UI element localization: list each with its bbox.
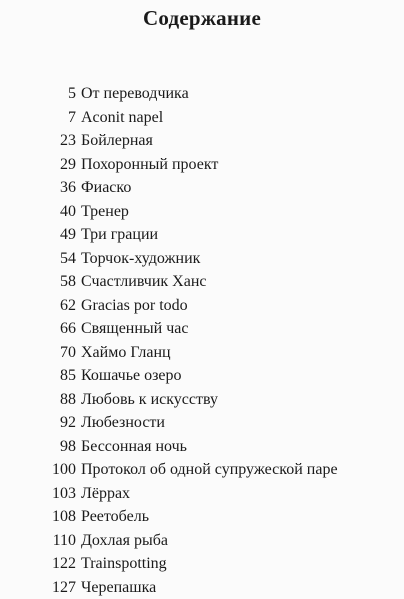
toc-entry-title: Кошачье озеро	[81, 364, 182, 388]
toc-entry	[0, 505, 404, 529]
toc-entry	[0, 223, 404, 247]
toc-entry	[0, 411, 404, 435]
toc-entry-title: Протокол об одной супружеской паре	[81, 458, 338, 482]
toc-page-number: 5	[68, 82, 76, 106]
toc-entry	[0, 364, 404, 388]
toc-entry	[0, 388, 404, 412]
toc-entry	[0, 247, 404, 271]
toc-entry	[0, 576, 404, 599]
toc-entry-title: Реетобель	[81, 505, 149, 529]
toc-entry	[0, 200, 404, 224]
toc-entry	[0, 294, 404, 318]
toc-page-number: 36	[60, 176, 76, 200]
toc-page-number: 103	[52, 482, 76, 506]
toc-entry-title: Любезности	[81, 411, 165, 435]
page-title: Содержание	[0, 6, 404, 31]
toc-entry-title: Похоронный проект	[81, 153, 218, 177]
toc-entry-title: Три грации	[81, 223, 158, 247]
toc-entry	[0, 458, 404, 482]
toc-entry-title: Aconit napel	[81, 106, 163, 130]
toc-entry-title: Trainspotting	[81, 552, 167, 576]
toc-entry-title: Бойлерная	[81, 129, 153, 153]
toc-entry-title: Черепашка	[81, 576, 156, 599]
toc-page-number: 29	[60, 153, 76, 177]
toc-entry-title: Дохлая рыба	[81, 529, 168, 553]
toc-page-number: 7	[68, 106, 76, 130]
toc-entry	[0, 341, 404, 365]
toc-entry-title: Счастливчик Ханс	[81, 270, 207, 294]
toc-entry-title: Бессонная ночь	[81, 435, 187, 459]
toc-page-number: 108	[52, 505, 76, 529]
toc-entry	[0, 435, 404, 459]
toc-page-number: 110	[53, 529, 76, 553]
toc-page-number: 58	[60, 270, 76, 294]
toc-page-number: 98	[60, 435, 76, 459]
toc-page-number: 66	[60, 317, 76, 341]
table-of-contents	[0, 82, 404, 599]
toc-entry-title: Хаймо Гланц	[81, 341, 171, 365]
toc-entry	[0, 153, 404, 177]
toc-entry	[0, 552, 404, 576]
toc-entry	[0, 176, 404, 200]
toc-entry	[0, 482, 404, 506]
toc-entry-title: Фиаско	[81, 176, 131, 200]
toc-page-number: 85	[60, 364, 76, 388]
toc-entry	[0, 129, 404, 153]
toc-page-number: 100	[52, 458, 76, 482]
toc-page-number: 88	[60, 388, 76, 412]
toc-page-number: 92	[60, 411, 76, 435]
toc-entry-title: Gracias por todo	[81, 294, 188, 318]
toc-page-number: 40	[60, 200, 76, 224]
toc-page-number: 70	[60, 341, 76, 365]
toc-entry	[0, 317, 404, 341]
toc-entry	[0, 106, 404, 130]
toc-page-number: 23	[60, 129, 76, 153]
toc-entry-title: Любовь к искусству	[81, 388, 218, 412]
toc-page-number: 122	[52, 552, 76, 576]
toc-entry	[0, 82, 404, 106]
toc-page-number: 127	[52, 576, 76, 599]
toc-entry-title: Священный час	[81, 317, 188, 341]
toc-page-number: 62	[60, 294, 76, 318]
toc-entry-title: От переводчика	[81, 82, 189, 106]
toc-page-number: 49	[60, 223, 76, 247]
toc-entry	[0, 270, 404, 294]
toc-entry-title: Лёррах	[81, 482, 130, 506]
toc-entry-title: Тренер	[81, 200, 129, 224]
toc-page-number: 54	[60, 247, 76, 271]
toc-entry	[0, 529, 404, 553]
toc-entry-title: Торчок-художник	[81, 247, 200, 271]
